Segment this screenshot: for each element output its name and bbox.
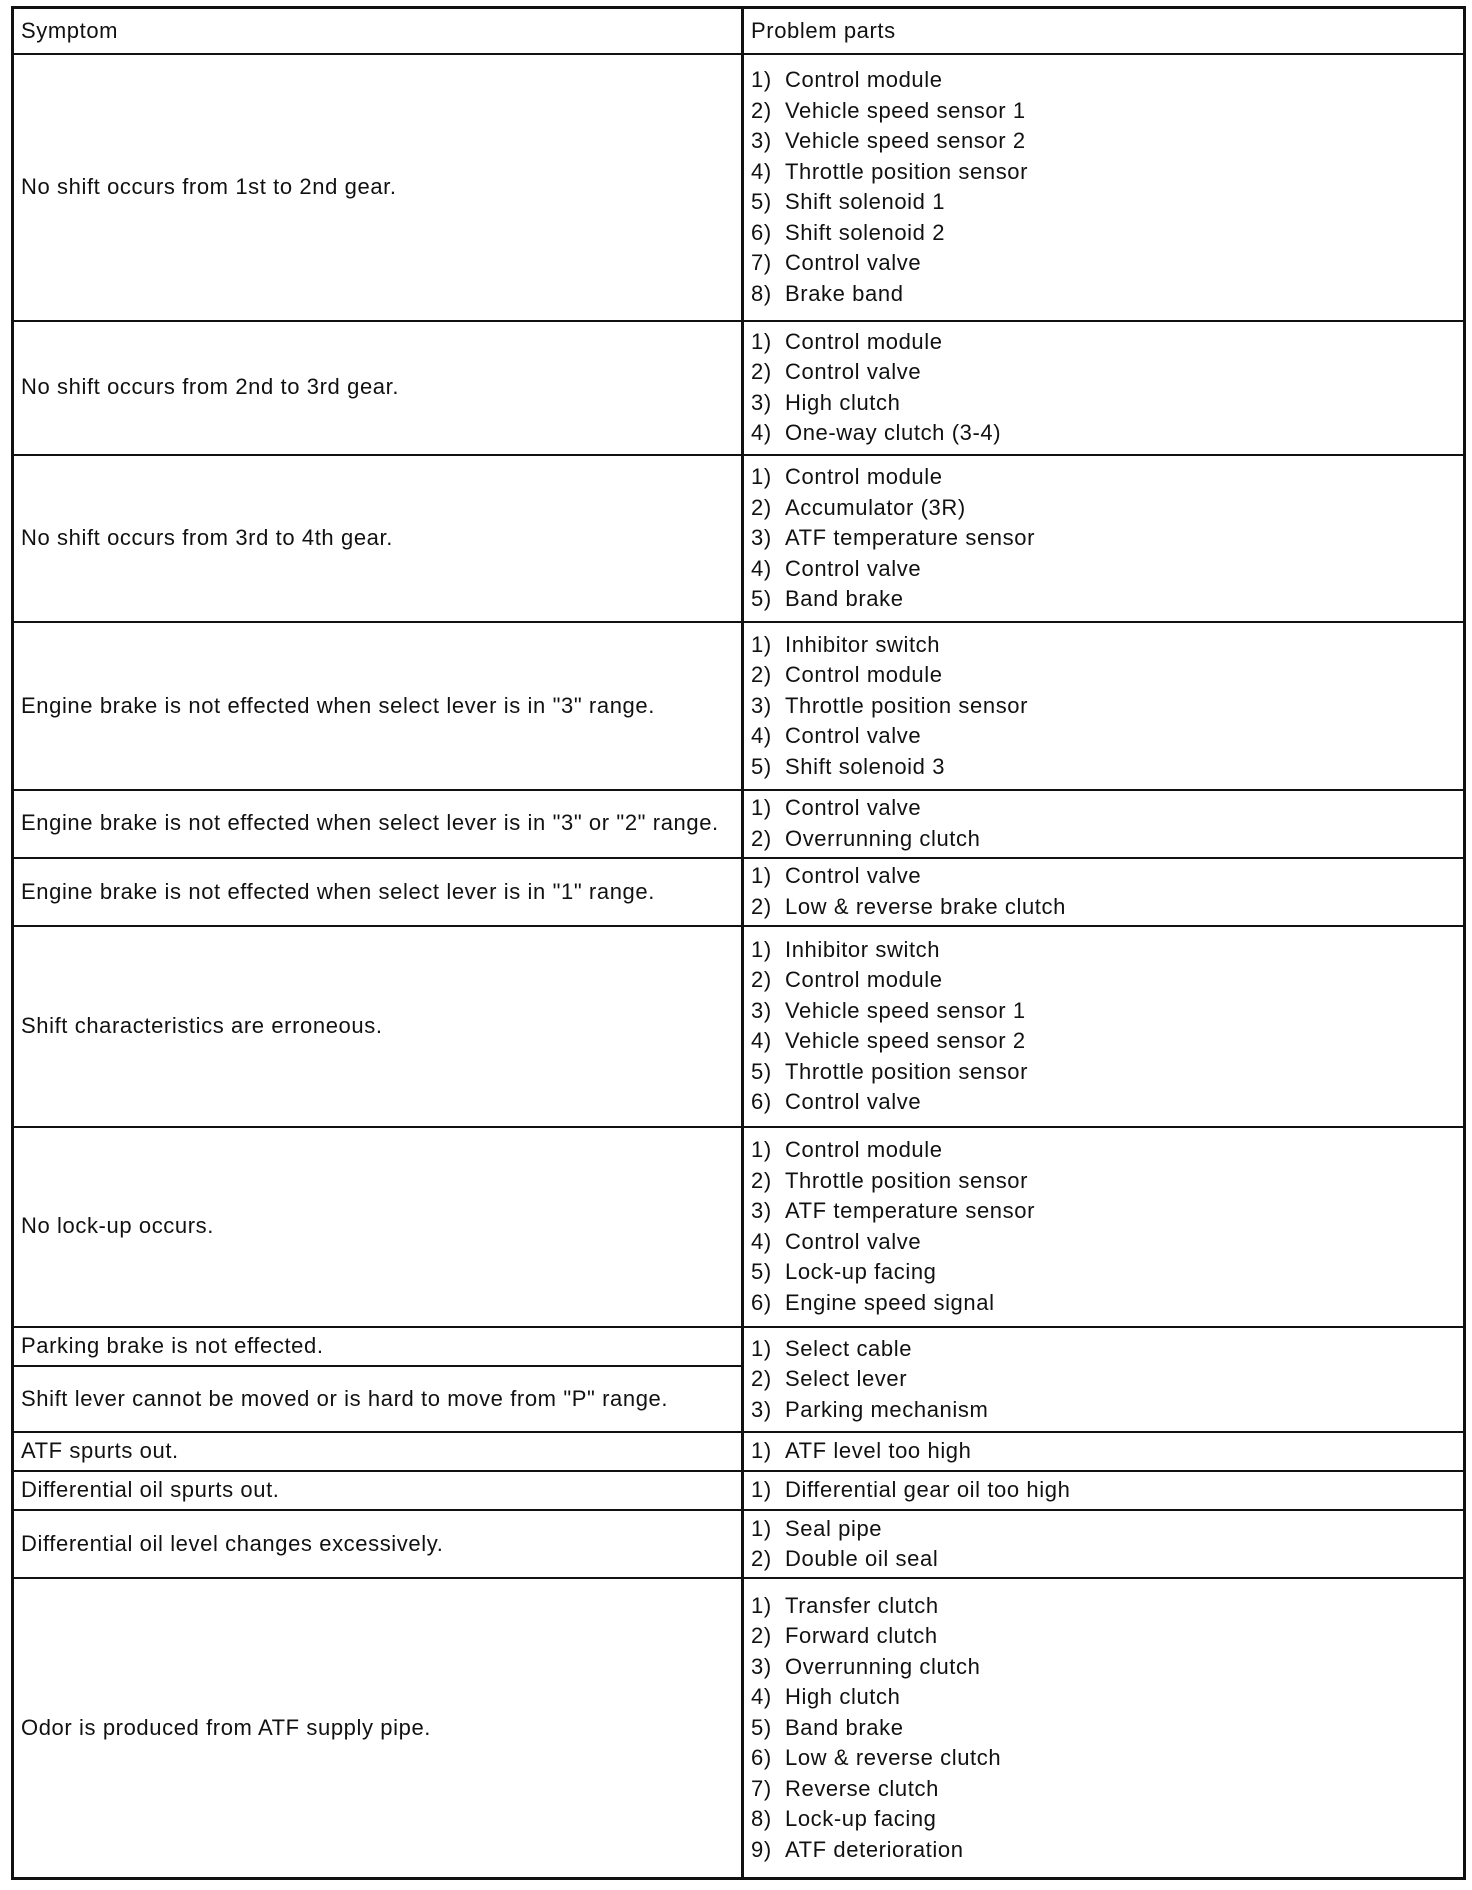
problem-part-label: Control valve — [785, 795, 922, 821]
problem-parts-cell — [743, 1432, 1465, 1471]
problem-part-number: 8) — [751, 1806, 772, 1832]
problem-part-item — [751, 1774, 1463, 1805]
problem-part-item — [751, 248, 1463, 279]
problem-part-item — [751, 1804, 1463, 1835]
problem-part-item — [751, 1514, 1463, 1545]
problem-part-item — [751, 1835, 1463, 1866]
problem-part-label: Lock-up facing — [785, 1259, 937, 1285]
problem-part-item — [751, 824, 1463, 855]
problem-part-item — [751, 218, 1463, 249]
symptom-cell: Parking brake is not effected. — [13, 1327, 743, 1366]
problem-part-label: Parking mechanism — [785, 1396, 989, 1422]
problem-part-label: ATF level too high — [785, 1438, 972, 1464]
problem-part-number: 2) — [751, 1623, 772, 1649]
table-row — [13, 858, 1465, 926]
problem-part-label: Transfer clutch — [785, 1592, 939, 1618]
problem-part-number: 5) — [751, 586, 772, 612]
problem-part-label: One-way clutch (3-4) — [785, 420, 1002, 446]
problem-part-item — [751, 1057, 1463, 1088]
symptom-cell: No shift occurs from 2nd to 3rd gear. — [13, 321, 743, 455]
problem-part-number: 4) — [751, 420, 772, 446]
problem-part-label: Control valve — [785, 723, 922, 749]
problem-part-number: 2) — [751, 1167, 772, 1193]
problem-part-item — [751, 1135, 1463, 1166]
problem-part-item — [751, 1364, 1463, 1395]
problem-part-item — [751, 96, 1463, 127]
table-row — [13, 1432, 1465, 1471]
table-row — [13, 321, 1465, 455]
problem-part-label: Select lever — [785, 1366, 908, 1392]
problem-part-item — [751, 660, 1463, 691]
symptom-cell: Differential oil level changes excessively. — [13, 1510, 743, 1578]
problem-part-label: Differential gear oil too high — [785, 1477, 1071, 1503]
problem-parts-cell — [743, 858, 1465, 926]
header-symptom: Symptom — [13, 8, 743, 55]
problem-part-label: Throttle position sensor — [785, 158, 1029, 184]
problem-part-number: 5) — [751, 1058, 772, 1084]
symptom-cell: No shift occurs from 3rd to 4th gear. — [13, 455, 743, 622]
problem-part-number: 2) — [751, 1366, 772, 1392]
problem-part-number: 1) — [751, 1335, 772, 1361]
problem-part-label: ATF deterioration — [785, 1836, 964, 1862]
problem-part-number: 4) — [751, 158, 772, 184]
problem-part-item — [751, 1436, 1463, 1467]
problem-parts-cell — [743, 622, 1465, 789]
problem-part-label: Low & reverse brake clutch — [785, 893, 1066, 919]
problem-part-label: Vehicle speed sensor 2 — [785, 1028, 1026, 1054]
problem-part-item — [751, 1087, 1463, 1118]
problem-part-item — [751, 357, 1463, 388]
problem-part-number: 1) — [751, 67, 772, 93]
problem-part-item — [751, 523, 1463, 554]
problem-part-number: 5) — [751, 1259, 772, 1285]
problem-part-item — [751, 861, 1463, 892]
problem-parts-cell — [743, 1578, 1465, 1878]
problem-part-number: 3) — [751, 1198, 772, 1224]
problem-part-label: Low & reverse clutch — [785, 1745, 1002, 1771]
problem-part-label: Select cable — [785, 1335, 913, 1361]
symptom-cell: Engine brake is not effected when select lever is in "3" or "2" range. — [13, 790, 743, 858]
table-row — [13, 790, 1465, 858]
problem-part-number: 1) — [751, 795, 772, 821]
symptom-cell: ATF spurts out. — [13, 1432, 743, 1471]
problem-part-number: 6) — [751, 1289, 772, 1315]
problem-part-number: 1) — [751, 1477, 772, 1503]
problem-part-item — [751, 1166, 1463, 1197]
table-body — [13, 54, 1465, 1879]
problem-part-number: 2) — [751, 662, 772, 688]
table-row — [13, 622, 1465, 789]
header-problem-parts: Problem parts — [743, 8, 1465, 55]
problem-part-item — [751, 1334, 1463, 1365]
problem-part-number: 7) — [751, 250, 772, 276]
problem-part-label: Control module — [785, 662, 943, 688]
problem-part-label: Control valve — [785, 863, 922, 889]
symptom-cell: Shift characteristics are erroneous. — [13, 926, 743, 1126]
problem-part-number: 1) — [751, 1137, 772, 1163]
problem-part-item — [751, 1621, 1463, 1652]
symptom-cell: Odor is produced from ATF supply pipe. — [13, 1578, 743, 1878]
problem-part-number: 3) — [751, 997, 772, 1023]
symptom-cell: Shift lever cannot be moved or is hard to move from "P" range. — [13, 1366, 743, 1432]
problem-part-label: Overrunning clutch — [785, 825, 981, 851]
problem-part-number: 2) — [751, 1546, 772, 1572]
problem-part-number: 5) — [751, 753, 772, 779]
problem-part-label: Seal pipe — [785, 1515, 883, 1541]
problem-parts-cell — [743, 1327, 1465, 1432]
problem-part-item — [751, 1026, 1463, 1057]
problem-part-label: Vehicle speed sensor 1 — [785, 997, 1026, 1023]
problem-part-number: 2) — [751, 494, 772, 520]
problem-part-number: 1) — [751, 1592, 772, 1618]
problem-part-item — [751, 493, 1463, 524]
symptom-cell: No shift occurs from 1st to 2nd gear. — [13, 54, 743, 321]
problem-part-label: Lock-up facing — [785, 1806, 937, 1832]
symptom-cell: No lock-up occurs. — [13, 1127, 743, 1327]
problem-part-number: 2) — [751, 893, 772, 919]
table-row — [13, 54, 1465, 321]
problem-parts-cell — [743, 321, 1465, 455]
problem-part-item — [751, 388, 1463, 419]
problem-part-label: Throttle position sensor — [785, 692, 1029, 718]
problem-part-label: Double oil seal — [785, 1546, 939, 1572]
problem-part-number: 2) — [751, 967, 772, 993]
problem-part-item — [751, 1682, 1463, 1713]
problem-part-number: 5) — [751, 189, 772, 215]
problem-part-number: 1) — [751, 464, 772, 490]
problem-part-number: 3) — [751, 128, 772, 154]
problem-part-number: 2) — [751, 97, 772, 123]
problem-parts-cell — [743, 455, 1465, 622]
problem-part-number: 8) — [751, 280, 772, 306]
symptom-cell: Engine brake is not effected when select lever is in "1" range. — [13, 858, 743, 926]
problem-part-number: 1) — [751, 1438, 772, 1464]
problem-part-number: 3) — [751, 1396, 772, 1422]
problem-part-label: High clutch — [785, 1684, 901, 1710]
problem-part-label: Control module — [785, 328, 943, 354]
problem-part-item — [751, 462, 1463, 493]
problem-part-item — [751, 691, 1463, 722]
problem-part-label: Accumulator (3R) — [785, 494, 966, 520]
problem-parts-cell — [743, 54, 1465, 321]
problem-part-number: 3) — [751, 525, 772, 551]
problem-part-item — [751, 935, 1463, 966]
problem-part-number: 4) — [751, 1028, 772, 1054]
problem-part-number: 6) — [751, 219, 772, 245]
problem-part-label: Control valve — [785, 1089, 922, 1115]
problem-part-label: Band brake — [785, 1714, 904, 1740]
problem-part-item — [751, 721, 1463, 752]
problem-part-number: 1) — [751, 328, 772, 354]
problem-part-item — [751, 1257, 1463, 1288]
problem-part-label: Shift solenoid 3 — [785, 753, 946, 779]
problem-part-item — [751, 1227, 1463, 1258]
problem-part-item — [751, 1196, 1463, 1227]
problem-part-item — [751, 65, 1463, 96]
problem-parts-cell — [743, 1127, 1465, 1327]
problem-part-label: ATF temperature sensor — [785, 525, 1035, 551]
table-row — [13, 1471, 1465, 1510]
problem-part-item — [751, 1288, 1463, 1319]
problem-part-label: Inhibitor switch — [785, 631, 941, 657]
problem-part-label: Vehicle speed sensor 1 — [785, 97, 1026, 123]
problem-part-label: Brake band — [785, 280, 904, 306]
problem-part-label: Control valve — [785, 359, 922, 385]
problem-part-label: Forward clutch — [785, 1623, 938, 1649]
problem-part-label: Shift solenoid 1 — [785, 189, 946, 215]
problem-parts-cell — [743, 790, 1465, 858]
problem-part-label: Overrunning clutch — [785, 1653, 981, 1679]
problem-part-item — [751, 157, 1463, 188]
problem-part-number: 1) — [751, 1515, 772, 1541]
problem-part-number: 1) — [751, 631, 772, 657]
problem-part-item — [751, 1475, 1463, 1506]
problem-part-number: 1) — [751, 863, 772, 889]
table-row — [13, 455, 1465, 622]
problem-part-item — [751, 126, 1463, 157]
problem-part-number: 7) — [751, 1775, 772, 1801]
problem-part-label: Reverse clutch — [785, 1775, 939, 1801]
problem-part-item — [751, 965, 1463, 996]
problem-parts-cell — [743, 926, 1465, 1126]
problem-part-label: Band brake — [785, 586, 904, 612]
problem-part-number: 1) — [751, 936, 772, 962]
problem-part-label: High clutch — [785, 389, 901, 415]
table-row — [13, 1578, 1465, 1878]
table-row — [13, 1510, 1465, 1578]
problem-part-number: 3) — [751, 692, 772, 718]
problem-part-number: 4) — [751, 555, 772, 581]
problem-part-item — [751, 554, 1463, 585]
troubleshooting-table — [11, 6, 1466, 1880]
problem-parts-cell — [743, 1510, 1465, 1578]
problem-part-item — [751, 1544, 1463, 1575]
table-row — [13, 1327, 1465, 1366]
problem-part-number: 4) — [751, 1684, 772, 1710]
problem-part-item — [751, 1652, 1463, 1683]
problem-part-label: Control valve — [785, 1228, 922, 1254]
problem-part-item — [751, 279, 1463, 310]
symptom-cell: Engine brake is not effected when select lever is in "3" range. — [13, 622, 743, 789]
problem-parts-cell — [743, 1471, 1465, 1510]
problem-part-label: Throttle position sensor — [785, 1167, 1029, 1193]
problem-part-number: 9) — [751, 1836, 772, 1862]
problem-part-label: ATF temperature sensor — [785, 1198, 1035, 1224]
problem-part-item — [751, 1743, 1463, 1774]
problem-part-label: Shift solenoid 2 — [785, 219, 946, 245]
symptom-cell: Differential oil spurts out. — [13, 1471, 743, 1510]
problem-part-item — [751, 327, 1463, 358]
problem-part-number: 5) — [751, 1714, 772, 1740]
problem-part-item — [751, 1591, 1463, 1622]
problem-part-item — [751, 630, 1463, 661]
problem-part-number: 2) — [751, 825, 772, 851]
problem-part-number: 6) — [751, 1745, 772, 1771]
problem-part-number: 2) — [751, 359, 772, 385]
problem-part-label: Engine speed signal — [785, 1289, 995, 1315]
problem-part-label: Control module — [785, 967, 943, 993]
problem-part-label: Control module — [785, 1137, 943, 1163]
problem-part-item — [751, 584, 1463, 615]
problem-part-number: 4) — [751, 723, 772, 749]
problem-part-item — [751, 1713, 1463, 1744]
problem-part-label: Throttle position sensor — [785, 1058, 1029, 1084]
problem-part-number: 4) — [751, 1228, 772, 1254]
problem-part-item — [751, 892, 1463, 923]
problem-part-number: 3) — [751, 389, 772, 415]
table-row — [13, 1127, 1465, 1327]
problem-part-label: Control valve — [785, 250, 922, 276]
problem-part-item — [751, 187, 1463, 218]
problem-part-item — [751, 418, 1463, 449]
problem-part-item — [751, 752, 1463, 783]
table-row — [13, 926, 1465, 1126]
problem-part-label: Inhibitor switch — [785, 936, 941, 962]
problem-part-item — [751, 996, 1463, 1027]
problem-part-number: 3) — [751, 1653, 772, 1679]
problem-part-label: Control module — [785, 464, 943, 490]
problem-part-item — [751, 793, 1463, 824]
problem-part-label: Vehicle speed sensor 2 — [785, 128, 1026, 154]
problem-part-label: Control module — [785, 67, 943, 93]
table-header-row — [13, 8, 1465, 55]
problem-part-label: Control valve — [785, 555, 922, 581]
problem-part-number: 6) — [751, 1089, 772, 1115]
problem-part-item — [751, 1395, 1463, 1426]
